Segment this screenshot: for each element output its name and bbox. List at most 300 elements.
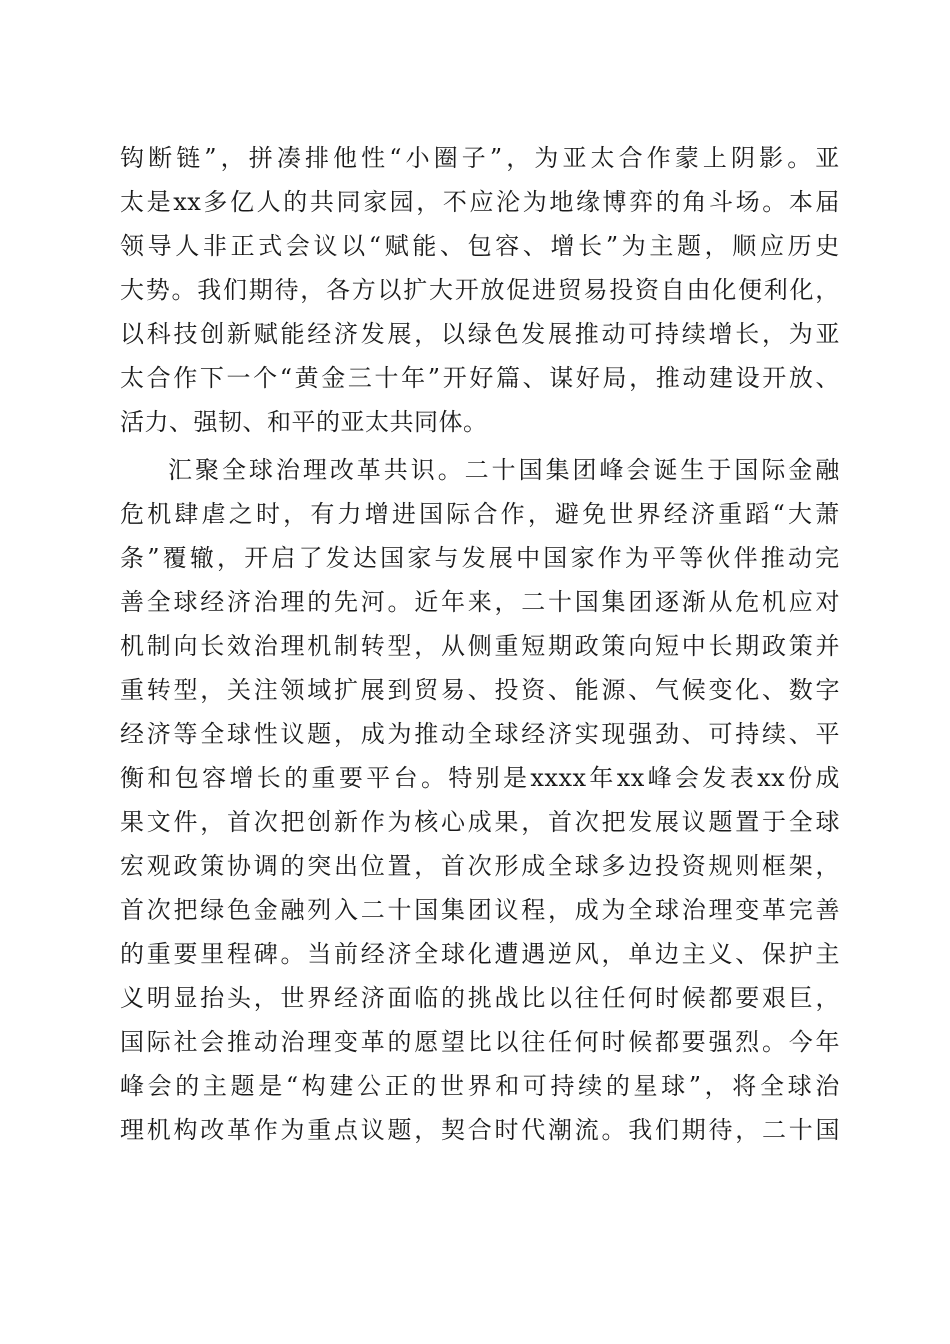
text-glyph: 显 xyxy=(173,984,198,1012)
text-glyph: 把 xyxy=(173,896,198,924)
text-glyph: 色 xyxy=(494,320,519,348)
text-glyph: 主 xyxy=(649,232,674,260)
text-glyph: 国 xyxy=(380,544,405,572)
text-glyph: 投 xyxy=(609,276,634,304)
text-glyph: ， xyxy=(414,632,439,660)
text-glyph: 里 xyxy=(200,940,225,968)
text-glyph: 烈 xyxy=(735,1028,760,1056)
text-glyph: 理 xyxy=(302,456,328,484)
text-glyph: 重 xyxy=(311,764,337,792)
text-glyph: 变 xyxy=(735,896,760,924)
text-glyph: 待 xyxy=(274,276,299,304)
text-glyph: 方 xyxy=(351,276,377,304)
text-glyph: 峰 xyxy=(599,456,624,484)
paragraph-1-line xyxy=(120,312,840,356)
text-glyph: 转 xyxy=(146,676,172,704)
text-glyph: 制 xyxy=(146,632,172,660)
text-glyph: 界 xyxy=(636,500,662,528)
text-glyph: 为 xyxy=(601,896,626,924)
text-glyph: 色 xyxy=(227,896,252,924)
text-glyph: 的 xyxy=(387,1028,412,1056)
text-glyph: 为 xyxy=(788,320,814,348)
text-glyph: 期 xyxy=(548,632,573,660)
text-glyph: 制 xyxy=(334,632,359,660)
text-glyph: 宏 xyxy=(120,852,145,880)
text-glyph: 成 xyxy=(815,764,840,792)
text-glyph: ， xyxy=(200,676,225,704)
text-glyph: 式 xyxy=(258,232,283,260)
text-glyph: 是 xyxy=(146,188,172,216)
text-glyph: 投 xyxy=(655,852,680,880)
text-glyph: 规 xyxy=(708,852,733,880)
text-glyph: 避 xyxy=(555,500,580,528)
text-glyph: 发 xyxy=(521,320,546,348)
text-glyph: 中 xyxy=(516,544,541,572)
text-glyph: 放 xyxy=(788,364,814,392)
text-glyph: 推 xyxy=(227,1028,252,1056)
text-glyph: 年 xyxy=(589,764,614,792)
text-glyph: 开 xyxy=(762,364,787,392)
text-glyph: 集 xyxy=(441,896,466,924)
text-glyph: 世 xyxy=(609,500,634,528)
text-glyph: 团 xyxy=(572,456,598,484)
text-glyph: 放 xyxy=(480,276,505,304)
text-glyph: 文 xyxy=(146,808,172,836)
text-glyph: 构 xyxy=(301,1072,327,1100)
text-glyph: 增 xyxy=(708,320,733,348)
text-glyph: 期 xyxy=(735,632,760,660)
text-glyph: 首 xyxy=(548,808,573,836)
text-glyph: 、 xyxy=(439,232,465,260)
text-glyph: 伙 xyxy=(706,544,731,572)
text-glyph: 次 xyxy=(146,896,172,924)
text-glyph: 从 xyxy=(441,632,466,660)
text-glyph: 国 xyxy=(120,1028,145,1056)
text-glyph: 包 xyxy=(467,232,493,260)
text-glyph: 议 xyxy=(280,720,305,748)
text-glyph: 时 xyxy=(494,1116,519,1144)
text-glyph: “ xyxy=(368,232,382,260)
text-glyph: ， xyxy=(334,720,359,748)
text-glyph: 的 xyxy=(655,188,681,216)
text-glyph: 候 xyxy=(628,1028,653,1056)
text-glyph: 能 xyxy=(574,676,600,704)
text-glyph: 的 xyxy=(175,1072,200,1100)
text-glyph: 的 xyxy=(120,940,145,968)
text-glyph: 革 xyxy=(360,1028,386,1056)
text-glyph: 凑 xyxy=(276,144,302,172)
text-glyph: ， xyxy=(220,144,246,172)
text-glyph: ， xyxy=(629,364,654,392)
text-glyph: 主 xyxy=(815,940,840,968)
text-glyph: 长 xyxy=(578,232,603,260)
text-glyph: 全 xyxy=(200,720,225,748)
text-glyph: 和 xyxy=(147,764,172,792)
text-glyph: 要 xyxy=(338,764,364,792)
text-glyph: 十 xyxy=(374,364,400,392)
text-glyph: ， xyxy=(217,544,242,572)
text-glyph: 持 xyxy=(735,720,760,748)
text-glyph: 免 xyxy=(582,500,607,528)
paragraph-2-line xyxy=(120,1108,840,1152)
text-glyph: 化 xyxy=(467,940,493,968)
text-glyph: 应 xyxy=(759,232,785,260)
text-glyph: 动 xyxy=(682,364,707,392)
text-glyph: 展 xyxy=(387,320,412,348)
text-glyph: 新 xyxy=(227,320,252,348)
text-glyph: 经 xyxy=(521,720,546,748)
text-glyph: 贸 xyxy=(414,676,439,704)
text-glyph: 重 xyxy=(307,1116,332,1144)
text-glyph: 好 xyxy=(575,364,601,392)
text-glyph: 。 xyxy=(762,188,787,216)
text-glyph: 公 xyxy=(357,1072,382,1100)
text-glyph: 由 xyxy=(686,276,711,304)
text-glyph: 构 xyxy=(173,1116,198,1144)
text-glyph: 赋 xyxy=(253,320,279,348)
text-glyph: 发 xyxy=(360,320,386,348)
text-glyph: 全 xyxy=(221,456,247,484)
text-glyph: 、 xyxy=(681,720,707,748)
text-glyph: 合 xyxy=(467,1116,493,1144)
text-glyph: 。 xyxy=(787,144,812,172)
text-glyph: 全 xyxy=(467,720,493,748)
text-glyph: 向 xyxy=(628,632,653,660)
text-glyph: ， xyxy=(704,1072,730,1100)
text-glyph: 平 xyxy=(652,544,677,572)
text-glyph: 肆 xyxy=(174,500,199,528)
text-glyph: 家 xyxy=(570,544,595,572)
paragraph-2-line xyxy=(120,800,840,844)
text-glyph: 平 xyxy=(366,764,391,792)
text-glyph: 以 xyxy=(441,320,466,348)
text-glyph: 善 xyxy=(815,896,840,924)
text-glyph: 往 xyxy=(521,1028,546,1056)
text-glyph: 心 xyxy=(441,808,466,836)
text-glyph: 科 xyxy=(146,320,172,348)
text-glyph: 会 xyxy=(626,456,651,484)
paragraph-2-line xyxy=(120,844,840,888)
text-glyph: 们 xyxy=(223,276,248,304)
text-glyph: 风 xyxy=(574,940,600,968)
text-glyph: 团 xyxy=(467,896,493,924)
text-glyph: 年 xyxy=(401,364,426,392)
text-glyph: 次 xyxy=(467,852,493,880)
text-glyph: 、 xyxy=(762,676,787,704)
text-glyph: 篇 xyxy=(495,364,521,392)
paragraph-2-line xyxy=(120,712,840,756)
text-glyph: 、 xyxy=(788,720,814,748)
text-glyph: 首 xyxy=(441,852,466,880)
text-glyph: 绿 xyxy=(467,320,493,348)
text-glyph: 中 xyxy=(681,632,707,660)
text-glyph: 他 xyxy=(333,144,358,172)
text-glyph: 十 xyxy=(387,896,412,924)
text-glyph: 峰 xyxy=(120,1072,145,1100)
text-glyph: 增 xyxy=(229,764,254,792)
text-glyph: 首 xyxy=(120,896,145,924)
text-glyph: 可 xyxy=(708,720,733,748)
text-glyph: 平 xyxy=(815,720,840,748)
text-glyph: 成 xyxy=(574,896,600,924)
text-glyph: 济 xyxy=(387,940,412,968)
text-glyph: 作 xyxy=(173,364,198,392)
text-glyph: 动 xyxy=(601,320,626,348)
text-glyph: 短 xyxy=(655,632,680,660)
text-glyph: ， xyxy=(200,808,225,836)
text-glyph: 经 xyxy=(360,940,386,968)
text-glyph: 顺 xyxy=(732,232,757,260)
text-glyph: 议 xyxy=(360,1116,386,1144)
text-glyph: 球 xyxy=(815,808,840,836)
text-glyph: 碑 xyxy=(253,940,279,968)
text-glyph: 团 xyxy=(628,588,653,616)
text-glyph: 一 xyxy=(226,364,251,392)
text-glyph: 机 xyxy=(147,500,172,528)
text-glyph: 把 xyxy=(280,808,305,836)
text-glyph: 对 xyxy=(815,588,840,616)
text-glyph: 国 xyxy=(543,544,568,572)
text-glyph: 博 xyxy=(602,188,628,216)
text-glyph: 国 xyxy=(574,588,600,616)
text-glyph: 有 xyxy=(310,500,335,528)
text-glyph: 十 xyxy=(491,456,517,484)
text-glyph: ， xyxy=(548,896,573,924)
text-glyph: 突 xyxy=(307,852,332,880)
text-glyph: 太 xyxy=(590,144,616,172)
text-glyph: 园 xyxy=(389,188,415,216)
text-glyph: 经 xyxy=(334,984,359,1012)
text-glyph: 亿 xyxy=(230,188,255,216)
text-glyph: 危 xyxy=(120,500,145,528)
text-glyph: 经 xyxy=(200,588,225,616)
text-glyph: 源 xyxy=(601,676,626,704)
text-glyph: ， xyxy=(416,188,441,216)
text-glyph: 届 xyxy=(815,188,840,216)
text-glyph: 球 xyxy=(248,456,274,484)
text-glyph: 、 xyxy=(815,364,840,392)
text-glyph: 链 xyxy=(176,144,201,172)
paragraph-2-line xyxy=(120,976,840,1020)
text-glyph: 斗 xyxy=(708,188,734,216)
text-glyph: 议 xyxy=(494,896,519,924)
text-glyph: 大 xyxy=(787,500,813,528)
text-glyph: 性 xyxy=(253,720,279,748)
text-glyph: 、 xyxy=(522,232,548,260)
text-glyph: 比 xyxy=(521,984,546,1012)
text-glyph: 望 xyxy=(441,1028,466,1056)
text-glyph: 数 xyxy=(788,676,814,704)
text-glyph: 机 xyxy=(146,1116,172,1144)
text-glyph: ， xyxy=(494,588,519,616)
text-glyph: 近 xyxy=(414,588,439,616)
text-glyph: 持 xyxy=(655,320,680,348)
text-glyph: 型 xyxy=(387,632,412,660)
text-glyph: 地 xyxy=(549,188,574,216)
text-glyph: ， xyxy=(735,1116,760,1144)
text-glyph: 变 xyxy=(334,1028,359,1056)
text-glyph: 全 xyxy=(548,852,573,880)
text-glyph: 临 xyxy=(414,984,439,1012)
text-glyph: 领 xyxy=(280,676,305,704)
text-glyph: 融 xyxy=(280,896,305,924)
text-glyph: 为 xyxy=(280,1116,305,1144)
text-glyph: ， xyxy=(601,940,626,968)
text-glyph: 理 xyxy=(307,1028,332,1056)
text-glyph: 向 xyxy=(173,632,198,660)
text-glyph: 正 xyxy=(230,232,256,260)
text-glyph: 球 xyxy=(574,852,600,880)
text-glyph: 拼 xyxy=(248,144,274,172)
text-glyph: 可 xyxy=(628,320,653,348)
text-glyph: 能 xyxy=(412,232,437,260)
text-glyph: 潮 xyxy=(548,1116,573,1144)
text-glyph: 从 xyxy=(708,588,733,616)
text-glyph: ， xyxy=(762,320,787,348)
text-glyph: 当 xyxy=(307,940,332,968)
text-glyph: 场 xyxy=(735,188,761,216)
text-glyph: 以 xyxy=(377,276,402,304)
text-glyph: 气 xyxy=(655,676,680,704)
text-glyph: 协 xyxy=(227,852,252,880)
text-glyph: 推 xyxy=(574,320,600,348)
text-glyph: ” xyxy=(147,544,160,572)
text-glyph: 全 xyxy=(759,1072,785,1100)
text-glyph: 机 xyxy=(307,632,332,660)
text-glyph: 动 xyxy=(253,1028,279,1056)
text-glyph: 绿 xyxy=(200,896,225,924)
text-glyph: 扩 xyxy=(403,276,428,304)
text-glyph: 化 xyxy=(712,276,737,304)
text-glyph: 题 xyxy=(307,720,332,748)
text-glyph: 要 xyxy=(735,984,760,1012)
text-glyph: 形 xyxy=(494,852,519,880)
text-glyph: 作 xyxy=(597,544,623,572)
text-glyph: 以 xyxy=(548,984,573,1012)
text-glyph: 治 xyxy=(253,632,279,660)
text-glyph: 自 xyxy=(660,276,686,304)
text-glyph: 展 xyxy=(655,808,680,836)
text-glyph: 进 xyxy=(391,500,417,528)
paragraph-2-line xyxy=(120,1064,840,1108)
text-glyph: 上 xyxy=(702,144,728,172)
text-glyph: 聚 xyxy=(194,456,220,484)
text-glyph: 逐 xyxy=(655,588,680,616)
text-glyph: 到 xyxy=(387,676,412,704)
text-glyph: 果 xyxy=(494,808,519,836)
text-glyph: 置 xyxy=(735,808,760,836)
text-glyph: 金 xyxy=(253,896,279,924)
text-glyph: 成 xyxy=(521,852,546,880)
text-glyph: ” xyxy=(605,232,619,260)
text-glyph: 先 xyxy=(334,588,359,616)
text-glyph: 短 xyxy=(521,632,546,660)
text-glyph: 次 xyxy=(574,808,600,836)
text-glyph: 关 xyxy=(227,676,252,704)
text-glyph: 资 xyxy=(635,276,660,304)
text-glyph: ， xyxy=(414,320,439,348)
text-glyph: 。 xyxy=(601,1116,626,1144)
text-glyph: 增 xyxy=(550,232,576,260)
text-glyph: 容 xyxy=(495,232,520,260)
text-glyph: 建 xyxy=(708,364,734,392)
text-glyph: 任 xyxy=(601,984,626,1012)
text-glyph: 促 xyxy=(506,276,531,304)
text-glyph: 开 xyxy=(244,544,269,572)
text-glyph: 个 xyxy=(253,364,278,392)
text-glyph: 化 xyxy=(789,276,814,304)
text-glyph: 推 xyxy=(655,364,681,392)
text-glyph: 伴 xyxy=(733,544,759,572)
text-glyph: 二 xyxy=(762,1116,787,1144)
text-glyph: 逆 xyxy=(548,940,573,968)
text-glyph: 长 xyxy=(256,764,282,792)
text-glyph: 候 xyxy=(681,676,707,704)
text-glyph: 势 xyxy=(145,276,171,304)
text-glyph: 抬 xyxy=(200,984,225,1012)
text-glyph: 台 xyxy=(393,764,419,792)
text-glyph: 、 xyxy=(522,364,548,392)
text-glyph: 效 xyxy=(227,632,252,660)
text-glyph: 金 xyxy=(788,456,813,484)
text-glyph: 题 xyxy=(677,232,702,260)
text-glyph: 萧 xyxy=(815,500,840,528)
text-glyph: 则 xyxy=(735,852,760,880)
text-glyph: 经 xyxy=(120,720,145,748)
text-glyph: 时 xyxy=(601,1028,626,1056)
text-glyph: 把 xyxy=(601,808,626,836)
text-glyph: 虐 xyxy=(201,500,227,528)
text-glyph: 的 xyxy=(441,984,466,1012)
text-glyph: 影 xyxy=(759,144,784,172)
text-glyph: 应 xyxy=(788,588,814,616)
paragraph-2-line xyxy=(120,668,840,712)
text-glyph: 作 xyxy=(253,1116,279,1144)
text-glyph: 生 xyxy=(680,456,705,484)
text-glyph: 好 xyxy=(469,364,494,392)
text-glyph: 小 xyxy=(405,144,431,172)
text-glyph: 国 xyxy=(419,500,444,528)
text-glyph: 星 xyxy=(633,1072,658,1100)
paragraph-2-line xyxy=(120,888,840,932)
text-glyph: 包 xyxy=(174,764,200,792)
text-glyph: 排 xyxy=(304,144,330,172)
text-glyph: 领 xyxy=(120,232,145,260)
text-glyph: 治 xyxy=(681,896,707,924)
text-glyph: 候 xyxy=(681,984,707,1012)
text-glyph: 球 xyxy=(227,720,252,748)
text-glyph: 成 xyxy=(467,808,493,836)
text-glyph: 、 xyxy=(548,676,573,704)
text-glyph: 劲 xyxy=(655,720,680,748)
text-glyph: 资 xyxy=(521,676,546,704)
text-glyph: 沦 xyxy=(496,188,521,216)
text-glyph: ” xyxy=(489,144,503,172)
text-glyph: 展 xyxy=(488,544,514,572)
text-glyph: 护 xyxy=(788,940,814,968)
text-glyph: 变 xyxy=(708,676,733,704)
text-glyph: 亚 xyxy=(815,320,840,348)
text-glyph: 圈 xyxy=(433,144,459,172)
text-glyph: 应 xyxy=(469,188,494,216)
text-glyph: 贸 xyxy=(557,276,583,304)
text-glyph: 济 xyxy=(334,320,359,348)
text-glyph: 来 xyxy=(467,588,493,616)
text-glyph: 机 xyxy=(120,632,145,660)
text-glyph: 是 xyxy=(503,764,528,792)
text-glyph: 为 xyxy=(387,720,412,748)
text-glyph: 十 xyxy=(548,588,573,616)
